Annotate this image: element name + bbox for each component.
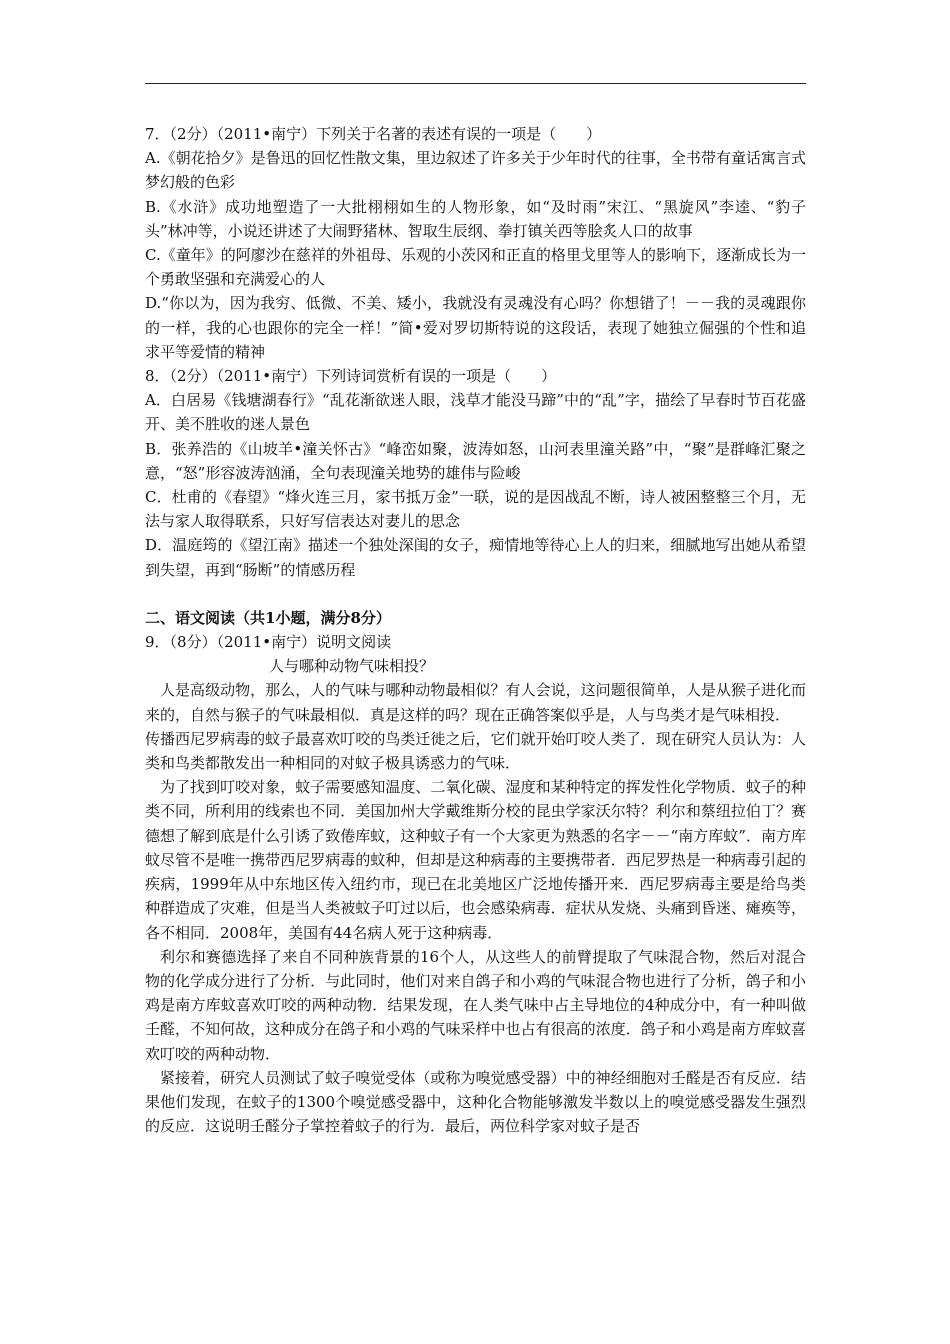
question-8-option-b: B．张养浩的《山坡羊•潼关怀古》“峰峦如聚，波涛如怒，山河表里潼关路”中，“聚”是群峰汇聚之意，“怒”形容波涛汹涌，全句表现潼关地势的雄伟与险峻 [145, 439, 806, 482]
article-paragraph: 紧接着，研究人员测试了蚊子嗅觉受体（或称为嗅觉感受器）中的神经细胞对壬醛是否有反应．结果他们发现，在蚊子的1300个嗅觉感受器中，这种化合物能够激发半数以上的嗅觉感受器发生强烈的反应．这说明壬醛分子掌控着蚊子的行为．最后，两位科学家对蚊子是否 [145, 1068, 806, 1136]
question-8 [145, 364, 806, 582]
question-7-option-c: C.《童年》的阿廖沙在慈祥的外祖母、乐观的小茨冈和正直的格里戈里等人的影响下，逐渐成长为一个勇敢坚强和充满爱心的人 [145, 246, 806, 289]
article-title: 人与哪种动物气味相投？ [269, 657, 435, 676]
header-rule [145, 83, 806, 84]
question-7-option-b: B.《水浒》成功地塑造了一大批栩栩如生的人物形象，如“及时雨”宋江、“黑旋风”李逵、“豹子头”林冲等，小说还讲述了大闹野猪林、智取生辰纲、拳打镇关西等脍炙人口的故事 [145, 197, 806, 240]
question-8-option-c: C．杜甫的《春望》“烽火连三月，家书抵万金”一联，说的是因战乱不断，诗人被困整整三个月，无法与家人取得联系，只好写信表达对妻儿的思念 [145, 488, 806, 531]
article-paragraph: 利尔和赛德选择了来自不同种族背景的16个人，从这些人的前臂提取了气味混合物，然后对混合物的化学成分进行了分析．与此同时，他们对来自鸽子和小鸡的气味混合物也进行了分析，鸽子和小鸡是南方库蚊喜欢叮咬的两种动物．结果发现，在人类气味中占主导地位的4种成分中，有一种叫做壬醛，不知何故，这种成分在鸽子和小鸡的气味采样中也占有很高的浓度．鸽子和小鸡是南方库蚊喜欢叮咬的两种动物． [145, 947, 806, 1063]
article-paragraph: 传播西尼罗病毒的蚊子最喜欢叮咬的鸟类迁徙之后，它们就开始叮咬人类了．现在研究人员认为：人类和鸟类都散发出一种相同的对蚊子极具诱惑力的气味． [145, 729, 806, 773]
article-paragraph: 为了找到叮咬对象，蚊子需要感知温度、二氧化碳、湿度和某种特定的挥发性化学物质．蚊子的种类不同，所利用的线索也不同．美国加州大学戴维斯分校的昆虫学家沃尔特？利尔和蔡纽拉伯丁？赛德想了解到底是什么引诱了致倦库蚊，这种蚊子有一个大家更为熟悉的名字－－“南方库蚊”．南方库蚊尽管不是唯一携带西尼罗病毒的蚊种，但却是这种病毒的主要携带者．西尼罗热是一种病毒引起的疾病，1999年从中东地区传入纽约市，现已在北美地区广泛地传播开来．西尼罗病毒主要是给鸟类种群造成了灾难，但是当人类被蚊子叮过以后，也会感染病毒．症状从发烧、头痛到昏迷、瘫痪等，各不相同．2008年，美国有44名病人死于这种病毒． [145, 778, 806, 942]
question-7-option-a: A.《朝花拾夕》是鲁迅的回忆性散文集，里边叙述了许多关于少年时代的往事，全书带有童话寓言式梦幻般的色彩 [145, 149, 806, 192]
document-body [145, 122, 806, 1138]
question-8-option-d: D．温庭筠的《望江南》描述一个独处深闺的女子，痴情地等待心上人的归来，细腻地写出她从希望到失望，再到“肠断”的情感历程 [145, 536, 806, 579]
question-8-option-a: A．白居易《钱塘湖春行》“乱花渐欲迷人眼，浅草才能没马蹄”中的“乱”字，描绘了早春时节百花盛开、美不胜收的迷人景色 [145, 391, 806, 434]
article-paragraph: 人是高级动物，那么，人的气味与哪种动物最相似？有人会说，这问题很简单，人是从猴子进化而来的，自然与猴子的气味最相似．真是这样的吗？现在正确答案似乎是，人与鸟类才是气味相投． [145, 681, 806, 724]
question-7-option-d: D.“你以为，因为我穷、低微、不美、矮小，我就没有灵魂没有心吗？你想错了！－－我的灵魂跟你的一样，我的心也跟你的完全一样！”简•爱对罗切斯特说的这段话，表现了她独立倔强的个性和追求平等爱情的精神 [145, 294, 806, 361]
question-9-stem: 9．（8分）（2011•南宁）说明文阅读 [145, 633, 392, 652]
section-heading: 二、语文阅读（共1小题，满分8分） [145, 608, 391, 627]
question-8-stem: 8．（2分）（2011•南宁）下列诗词赏析有误的一项是（ ） [145, 367, 557, 386]
question-7-stem: 7．（2分）（2011•南宁）下列关于名著的表述有误的一项是（ ） [145, 125, 602, 143]
question-7 [145, 122, 806, 364]
